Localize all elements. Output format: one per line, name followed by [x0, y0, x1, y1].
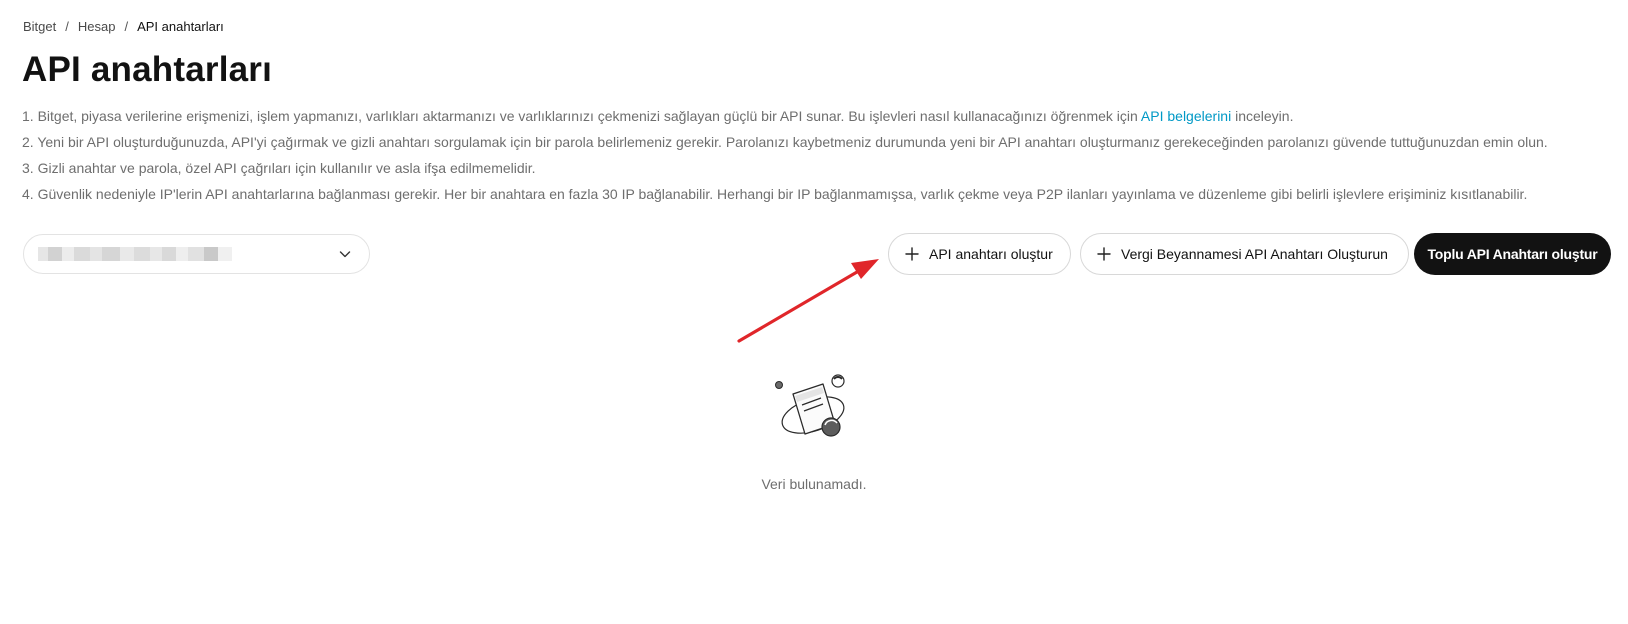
breadcrumb-current: API anahtarları — [137, 19, 224, 34]
breadcrumb-separator: / — [65, 19, 69, 34]
note-4: 4. Güvenlik nedeniyle IP'lerin API anahtarlarına bağlanması gerekir. Her bir anahtara en fazla 30 IP bağlanabilir. Herhangi bir IP bağlanmamışsa, varlık çekme veya P2P ilanları yayınlama ve düzenleme gibi belirli işlevlere erişiminiz kısıtlanabilir. — [22, 186, 1528, 202]
note-2: 2. Yeni bir API oluşturduğunuzda, API'yi çağırmak ve gizli anahtarı sorgulamak için bir parola belirlemeniz gerekir. Parolanızı kaybetmeniz durumunda yeni bir API anahtarı oluşturmanız gerekeceğinden parolanızı güvende tuttuğunuzdan emin olun. — [22, 134, 1548, 150]
note-1-tail: inceleyin. — [1231, 108, 1294, 124]
create-tax-api-key-button[interactable] — [1080, 233, 1409, 275]
plus-icon — [905, 247, 919, 261]
note-1-text: 1. Bitget, piyasa verilerine erişmenizi, işlem yapmanızı, varlıkları aktarmanızı ve varlıklarınızı çekmenizi sağlayan güçlü bir API sunar. Bu işlevleri nasıl kullanacağınızı öğrenmek için — [22, 108, 1141, 124]
api-docs-link[interactable]: API belgelerini — [1140, 108, 1232, 124]
redacted-account-value — [38, 246, 232, 262]
annotation-arrow — [735, 255, 885, 345]
bulk-create-api-key-label: Toplu API Anahtarı oluştur — [1427, 246, 1598, 262]
bulk-create-api-key-button[interactable] — [1414, 233, 1611, 275]
page-title: API anahtarları — [22, 50, 273, 89]
create-tax-api-key-label: Vergi Beyannamesi API Anahtarı Oluşturun — [1121, 246, 1388, 262]
note-1 — [22, 103, 1612, 129]
note-3: 3. Gizli anahtar ve parola, özel API çağrıları için kullanılır ve asla ifşa edilmemelidir. — [22, 160, 536, 176]
chevron-down-icon — [337, 246, 353, 262]
account-select[interactable] — [23, 234, 370, 274]
breadcrumb-hesap[interactable]: Hesap — [77, 19, 116, 34]
breadcrumb-separator: / — [124, 19, 129, 34]
create-api-key-button[interactable] — [888, 233, 1071, 275]
info-notes — [22, 103, 1612, 207]
empty-document-icon — [775, 370, 855, 450]
create-api-key-label: API anahtarı oluştur — [929, 246, 1053, 262]
breadcrumb — [23, 19, 224, 34]
empty-state-text: Veri bulunamadı. — [761, 476, 867, 492]
breadcrumb-bitget[interactable]: Bitget — [23, 19, 57, 34]
plus-icon — [1097, 247, 1111, 261]
